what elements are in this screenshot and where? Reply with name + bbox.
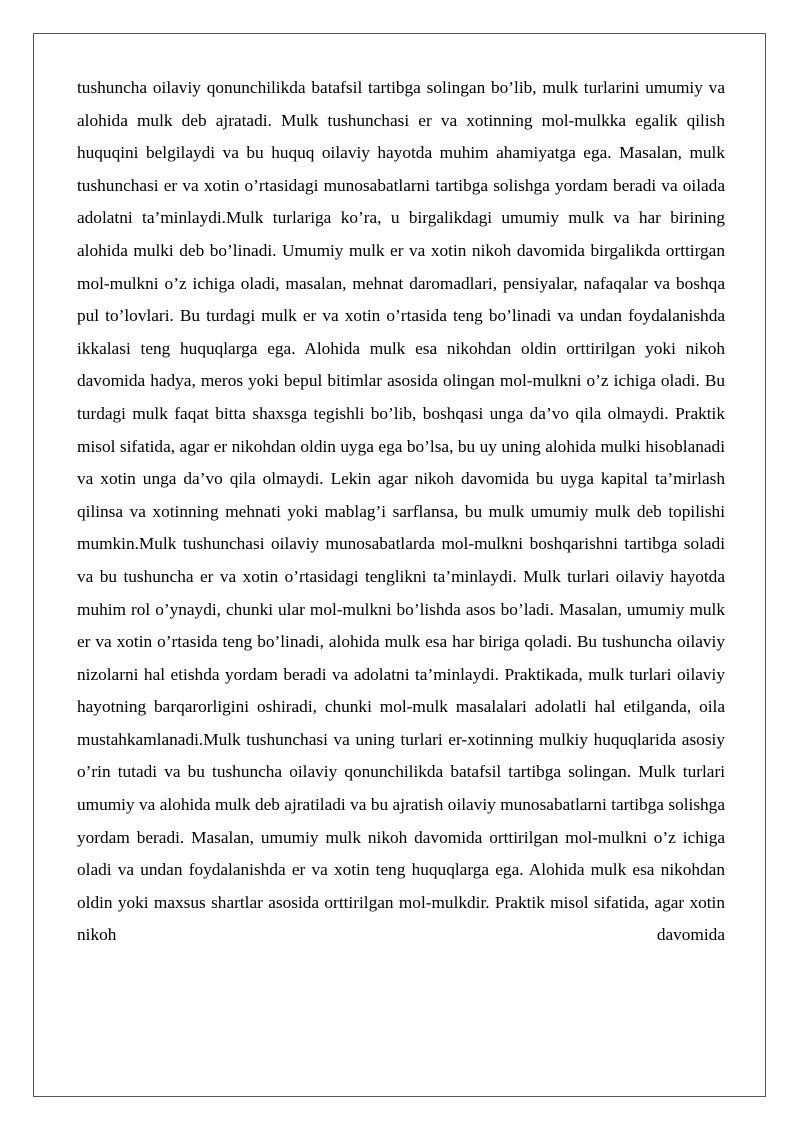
body-paragraph: tushuncha oilaviy qonunchilikda batafsil tartibga solingan bo’lib, mulk turlarini umumiy va alohida mulk deb ajratadi. Mulk tushunchasi er va xotinning mol-mulkka egalik qilish huquqini belgilaydi va bu huquq oilaviy hayotda muhim ahamiyatga ega. Masalan, mulk tushunchasi er va xotin o’rtasidagi munosabatlarni tartibga solishga yordam beradi va oilada adolatni ta’minlaydi.Mulk turlariga ko’ra, u birgalikdagi umumiy mulk va har birining alohida mulki deb bo’linadi. Umumiy mulk er va xotin nikoh davomida birgalikda orttirgan mol-mulkni o’z ichiga oladi, masalan, mehnat daromadlari, pensiyalar, nafaqalar va boshqa pul to’lovlari. Bu turdagi mulk er va xotin o’rtasida teng bo’linadi va undan foydalanishda ikkalasi teng huquqlarga ega. Alohida mulk esa nikohdan oldin orttirilgan yoki nikoh davomida hadya, meros yoki bepul bitimlar asosida olingan mol-mulkni o’z ichiga oladi. Bu turdagi mulk faqat bitta shaxsga tegishli bo’lib, boshqasi unga da’vo qila olmaydi. Praktik misol sifatida, agar er nikohdan oldin uyga ega bo’lsa, bu uy uning alohida mulki hisoblanadi va xotin unga da’vo qila olmaydi. Lekin agar nikoh davomida bu uyga kapital ta’mirlash qilinsa va xotinning mehnati yoki mablag’i sarflansa, bu mulk umumiy mulk deb topilishi mumkin.Mulk tushunchasi oilaviy munosabatlarda mol-mulkni boshqarishni tartibga soladi va bu tushuncha er va xotin o’rtasidagi tenglikni ta’minlaydi. Mulk turlari oilaviy hayotda muhim rol o’ynaydi, chunki ular mol-mulkni bo’lishda asos bo’ladi. Masalan, umumiy mulk er va xotin o’rtasida teng bo’linadi, alohida mulk esa har biriga qoladi. Bu tushuncha oilaviy nizolarni hal etishda yordam beradi va adolatni ta’minlaydi. Praktikada, mulk turlari oilaviy hayotning barqarorligini oshiradi, chunki mol-mulk masalalari adolatli hal etilganda, oila mustahkamlanadi.Mulk tushunchasi va uning turlari er-xotinning mulkiy huquqlarida asosiy o’rin tutadi va bu tushuncha oilaviy qonunchilikda batafsil tartibga solingan. Mulk turlari umumiy va alohida mulk deb ajratiladi va bu ajratish oilaviy munosabatlarni tartibga solishga yordam beradi. Masalan, umumiy mulk nikoh davomida orttirilgan mol-mulkni o’z ichiga oladi va undan foydalanishda er va xotin teng huquqlarga ega. Alohida mulk esa nikohdan oldin yoki maxsus shartlar asosida orttirilgan mol-mulkdir. Praktik misol sifatida, agar xotin nikoh davomida	[77, 78, 725, 945]
